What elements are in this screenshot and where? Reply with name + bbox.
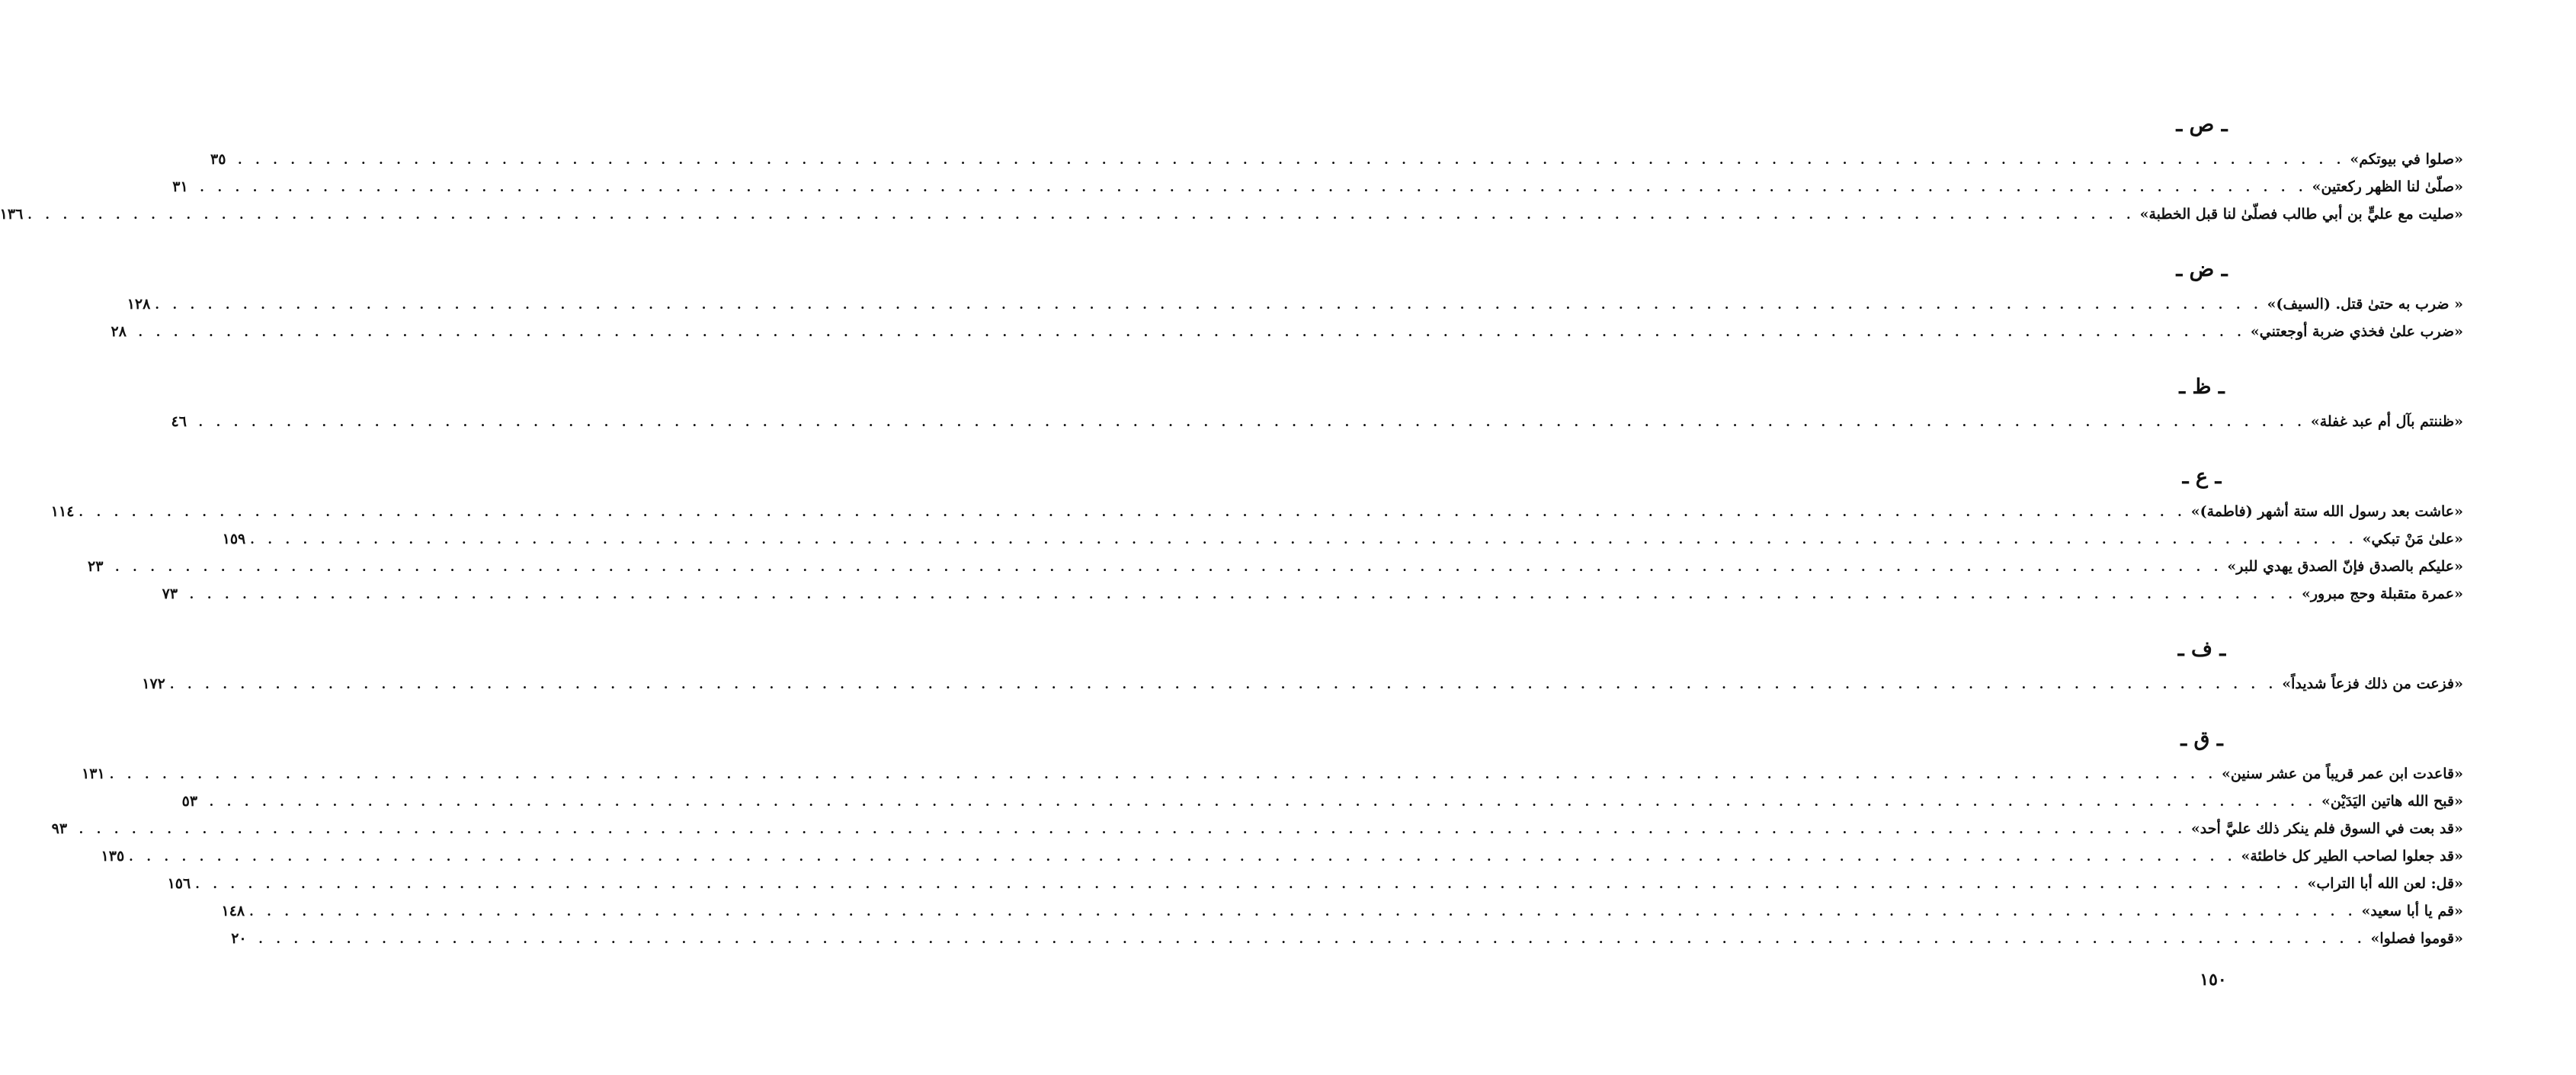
index-entry — [50, 498, 2463, 525]
dot-leader: . . . . . . . . . . . . . . . . . . . . . . . . . . . . . . . . . . . . . . . . . . . . . . . . . . . . . . . . . . . . . . . . . . . . . . . . . . . . . . . . . . . . . . . . . . . . . . . . . . . . . . . . . . . . . . . . . . . . . . . . — [115, 560, 2223, 574]
entry-page-number: ١٣٦ — [0, 206, 24, 223]
entry-page-number: ٣٥ — [210, 151, 226, 168]
dot-leader: . . . . . . . . . . . . . . . . . . . . . . . . . . . . . . . . . . . . . . . . . . . . . . . . . . . . . . . . . . . . . . . . . . . . . . . . . . . . . . . . . . . . . . . . . . . . . . . . . . . . . . . . . . . . . . . . . . . . . . . . — [109, 767, 2218, 781]
dot-leader: . . . . . . . . . . . . . . . . . . . . . . . . . . . . . . . . . . . . . . . . . . . . . . . . . . . . . . . . . . . . . . . . . . . . . . . . . . . . . . . . . . . . . . . . . . . . . . . . . . . . . . . . . . . . . . . . . . . . . . . . — [78, 505, 2187, 519]
section-heading: ـ ع ـ — [2182, 465, 2222, 489]
index-entry — [167, 870, 2463, 897]
entry-text: «قبح الله هاتين اليَدَيْن» — [2321, 793, 2463, 810]
index-section — [50, 463, 2463, 608]
section-heading: ـ ص ـ — [2176, 113, 2228, 136]
dot-leader: . . . . . . . . . . . . . . . . . . . . . . . . . . . . . . . . . . . . . . . . . . . . . . . . . . . . . . . . . . . . . . . . . . . . . . . . . . . . . . . . . . . . . . . . . . . . . . . . . . . . . . . . . . . . . . . . . . . . . . . . — [189, 587, 2297, 602]
entry-page-number: ٤٦ — [171, 413, 187, 430]
dot-leader: . . . . . . . . . . . . . . . . . . . . . . . . . . . . . . . . . . . . . . . . . . . . . . . . . . . . . . . . . . . . . . . . . . . . . . . . . . . . . . . . . . . . . . . . . . . . . . . . . . . . . . . . . . . . . . . . . . . . . . . . — [169, 677, 2278, 692]
section-heading: ـ ق ـ — [2180, 727, 2223, 751]
entry-text: «قل: لعن الله أبا التراب» — [2307, 875, 2463, 892]
entry-page-number: ٢٨ — [111, 323, 127, 340]
index-section — [171, 373, 2463, 435]
entry-text: «صلوا في بيوتكم» — [2350, 151, 2463, 168]
entry-page-number: ١٧٢ — [142, 675, 165, 692]
entry-text: «قاعدت ابن عمر قريباً من عشر سنين» — [2222, 765, 2463, 782]
index-entry — [181, 788, 2463, 815]
entry-text: «قد جعلوا لصاحب الطير كل خاطئة» — [2241, 848, 2463, 865]
entry-text: «قم يا أبا سعيد» — [2361, 903, 2463, 919]
index-section — [111, 255, 2463, 345]
entry-page-number: ٢٣ — [88, 558, 104, 575]
dot-leader: . . . . . . . . . . . . . . . . . . . . . . . . . . . . . . . . . . . . . . . . . . . . . . . . . . . . . . . . . . . . . . . . . . . . . . . . . . . . . . . . . . . . . . . . . . . . . . . . . . . . . . . . . . . . . . . . . . . . . . . . — [138, 325, 2246, 339]
index-content — [0, 111, 2463, 952]
entry-text: «عليكم بالصدق فإنّ الصدق يهدي للبر» — [2227, 558, 2463, 575]
index-entry — [142, 670, 2463, 698]
entry-text: «عمرة متقبلة وحج مبرور» — [2301, 586, 2463, 602]
section-heading: ـ ف ـ — [2177, 637, 2226, 661]
index-entry — [51, 815, 2463, 842]
entry-page-number: ٩٣ — [51, 820, 68, 837]
index-entry — [88, 553, 2463, 580]
dot-leader: . . . . . . . . . . . . . . . . . . . . . . . . . . . . . . . . . . . . . . . . . . . . . . . . . . . . . . . . . . . . . . . . . . . . . . . . . . . . . . . . . . . . . . . . . . . . . . . . . . . . . . . . . . . . . . . . . . . . . . . . — [200, 180, 2308, 194]
index-entry — [231, 925, 2463, 952]
index-entry — [171, 408, 2463, 435]
index-entry — [0, 201, 2463, 228]
dot-leader: . . . . . . . . . . . . . . . . . . . . . . . . . . . . . . . . . . . . . . . . . . . . . . . . . . . . . . . . . . . . . . . . . . . . . . . . . . . . . . . . . . . . . . . . . . . . . . . . . . . . . . . . . . . . . . . . . . . . . . . . — [27, 207, 2135, 222]
index-section — [142, 635, 2463, 698]
dot-leader: . . . . . . . . . . . . . . . . . . . . . . . . . . . . . . . . . . . . . . . . . . . . . . . . . . . . . . . . . . . . . . . . . . . . . . . . . . . . . . . . . . . . . . . . . . . . . . . . . . . . . . . . . . . . . . . . . . . . . . . . — [155, 297, 2263, 312]
page-number: ١٥٠ — [2200, 970, 2227, 990]
index-section — [0, 111, 2463, 228]
entry-text: «فزعت من ذلك فزعاً شديداً» — [2282, 675, 2463, 692]
section-heading: ـ ظ ـ — [2179, 375, 2225, 399]
dot-leader: . . . . . . . . . . . . . . . . . . . . . . . . . . . . . . . . . . . . . . . . . . . . . . . . . . . . . . . . . . . . . . . . . . . . . . . . . . . . . . . . . . . . . . . . . . . . . . . . . . . . . . . . . . . . . . . . . . . . . . . . — [258, 932, 2366, 946]
index-entry — [221, 897, 2463, 925]
entry-text: «صلّىٰ لنا الظهر ركعتين» — [2312, 178, 2463, 195]
dot-leader: . . . . . . . . . . . . . . . . . . . . . . . . . . . . . . . . . . . . . . . . . . . . . . . . . . . . . . . . . . . . . . . . . . . . . . . . . . . . . . . . . . . . . . . . . . . . . . . . . . . . . . . . . . . . . . . . . . . . . . . . — [238, 152, 2346, 167]
index-entry — [101, 842, 2463, 870]
entry-page-number: ٥٣ — [181, 793, 198, 810]
entry-page-number: ١١٤ — [50, 503, 75, 520]
entry-text: «قد بعت في السوق فلم ينكر ذلك عليَّ أحد» — [2190, 820, 2463, 837]
index-entry — [82, 760, 2463, 788]
entry-text: «ضرب علىٰ فخذي ضربة أوجعتني» — [2250, 323, 2463, 340]
entry-page-number: ١٥٦ — [167, 875, 191, 892]
entry-text: «علىٰ مَنْ تبكي» — [2362, 531, 2463, 547]
dot-leader: . . . . . . . . . . . . . . . . . . . . . . . . . . . . . . . . . . . . . . . . . . . . . . . . . . . . . . . . . . . . . . . . . . . . . . . . . . . . . . . . . . . . . . . . . . . . . . . . . . . . . . . . . . . . . . . . . . . . . . . . — [129, 849, 2237, 864]
section-heading: ـ ض ـ — [2176, 258, 2228, 281]
index-entry — [111, 318, 2463, 345]
entry-page-number: ٧٣ — [162, 586, 178, 602]
index-entry — [222, 525, 2463, 553]
index-entry — [172, 173, 2463, 201]
index-entry — [210, 146, 2463, 173]
dot-leader: . . . . . . . . . . . . . . . . . . . . . . . . . . . . . . . . . . . . . . . . . . . . . . . . . . . . . . . . . . . . . . . . . . . . . . . . . . . . . . . . . . . . . . . . . . . . . . . . . . . . . . . . . . . . . . . . . . . . . . . . — [249, 904, 2357, 919]
dot-leader: . . . . . . . . . . . . . . . . . . . . . . . . . . . . . . . . . . . . . . . . . . . . . . . . . . . . . . . . . . . . . . . . . . . . . . . . . . . . . . . . . . . . . . . . . . . . . . . . . . . . . . . . . . . . . . . . . . . . . . . . — [195, 877, 2303, 891]
entry-text: «صليت مع عليٍّ بن أبي طالب فصلّىٰ لنا قبل الخطبة» — [2139, 206, 2463, 223]
index-section — [51, 725, 2463, 952]
entry-page-number: ١٣١ — [82, 765, 105, 782]
entry-text: «عاشت بعد رسول الله ستة أشهر (فاطمة)» — [2190, 503, 2463, 520]
dot-leader: . . . . . . . . . . . . . . . . . . . . . . . . . . . . . . . . . . . . . . . . . . . . . . . . . . . . . . . . . . . . . . . . . . . . . . . . . . . . . . . . . . . . . . . . . . . . . . . . . . . . . . . . . . . . . . . . . . . . . . . . — [209, 794, 2317, 809]
index-entry — [127, 290, 2463, 318]
entry-page-number: ٢٠ — [231, 930, 247, 947]
index-entry — [162, 580, 2463, 608]
entry-text: « ضرب به حتىٰ قتل. (السيف)» — [2267, 296, 2463, 313]
entry-page-number: ١٢٨ — [127, 296, 151, 313]
entry-page-number: ١٣٥ — [101, 848, 125, 865]
entry-text: «ظننتم بآل أم عبد غفلة» — [2310, 413, 2463, 430]
entry-page-number: ١٤٨ — [221, 903, 245, 919]
dot-leader: . . . . . . . . . . . . . . . . . . . . . . . . . . . . . . . . . . . . . . . . . . . . . . . . . . . . . . . . . . . . . . . . . . . . . . . . . . . . . . . . . . . . . . . . . . . . . . . . . . . . . . . . . . . . . . . . . . . . . . . . — [250, 532, 2358, 547]
entry-page-number: ١٥٩ — [222, 531, 246, 547]
dot-leader: . . . . . . . . . . . . . . . . . . . . . . . . . . . . . . . . . . . . . . . . . . . . . . . . . . . . . . . . . . . . . . . . . . . . . . . . . . . . . . . . . . . . . . . . . . . . . . . . . . . . . . . . . . . . . . . . . . . . . . . . — [78, 822, 2187, 836]
entry-page-number: ٣١ — [172, 178, 188, 195]
dot-leader: . . . . . . . . . . . . . . . . . . . . . . . . . . . . . . . . . . . . . . . . . . . . . . . . . . . . . . . . . . . . . . . . . . . . . . . . . . . . . . . . . . . . . . . . . . . . . . . . . . . . . . . . . . . . . . . . . . . . . . . . — [198, 415, 2306, 429]
entry-text: «قوموا فصلوا» — [2370, 930, 2463, 947]
